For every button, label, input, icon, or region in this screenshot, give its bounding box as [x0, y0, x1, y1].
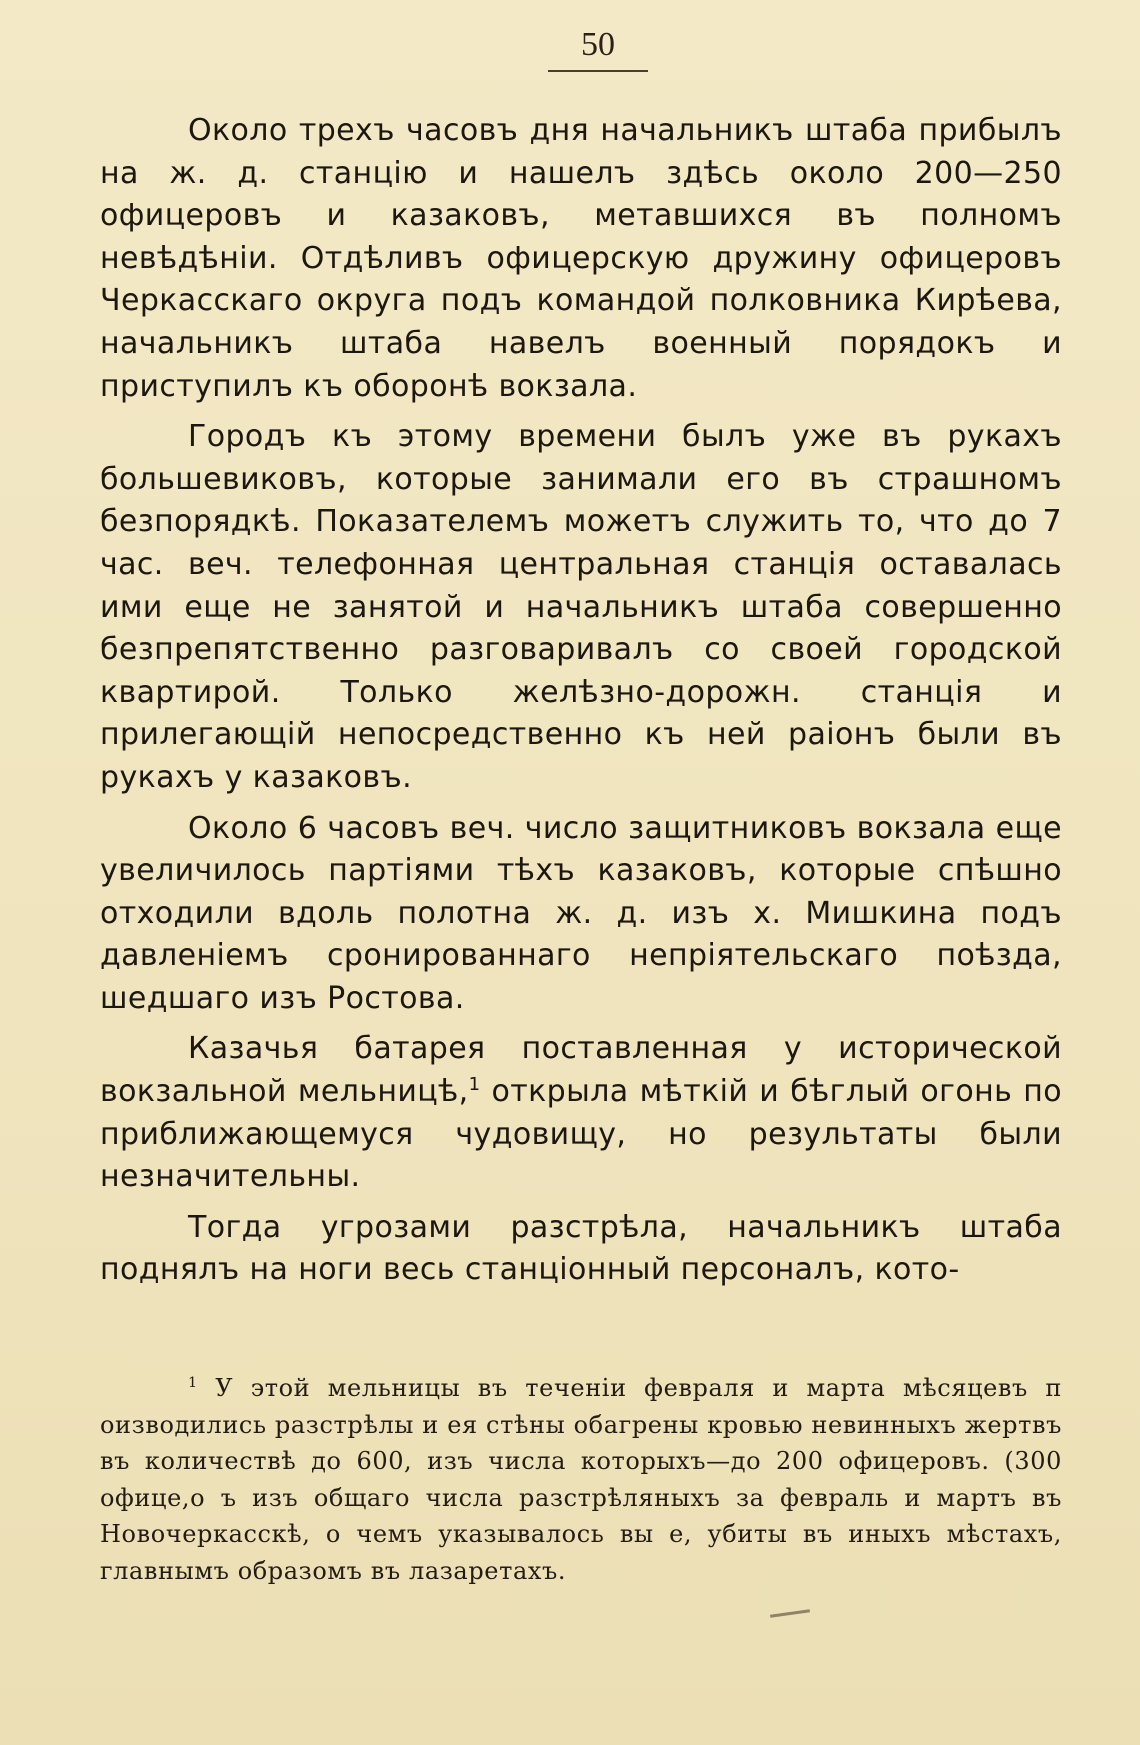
paragraph-1: Около трехъ часовъ дня начальникъ штаба прибылъ на ж. д. станцію и нашелъ здѣсь около 200—250 офицеровъ и казаковъ, метавшихся въ полномъ невѣдѣніи. Отдѣливъ офицерскую дружину офицеровъ Черкасскаго округа подъ командой полковника Кирѣева, начальникъ штаба навелъ военный порядокъ и приступилъ къ оборонѣ вокзала.: [100, 113, 1062, 404]
page-number: 50: [581, 26, 615, 63]
paragraph-3: Около 6 часовъ веч. число защитниковъ вокзала еще увеличилось партіями тѣхъ казаковъ, которые спѣшно отходили вдоль полотна ж. д. изъ х. Мишкина подъ давленіемъ сронированнаго непріятельскаго поѣзда, шедшаго изъ Ростова.: [100, 810, 1062, 1016]
page-number-underline: [548, 70, 648, 72]
paragraph-5: Тогда угрозами разстрѣла, начальникъ штаба поднялъ на ноги весь станціонный персоналъ, кото-: [100, 1209, 1062, 1288]
footnote-reference: 1: [468, 1074, 481, 1096]
footnote: [100, 1370, 1062, 1589]
footnote-marker: 1: [188, 1375, 198, 1391]
paragraph-2: Городъ къ этому времени былъ уже въ рукахъ большевиковъ, которые занимали его въ страшномъ безпорядкѣ. Показателемъ можетъ служить то, что до 7 час. веч. телефонная центральная станція оставалась ими еще не занятой и начальникъ штаба совершенно безпрепятственно разговаривалъ со своей городской квартирой. Только желѣзно-дорожн. станція и прилегающій непосредственно къ ней раіонъ были въ рукахъ у казаковъ.: [100, 419, 1062, 795]
paragraph-4-text-before: Казачья батарея поставленная у исторической вокзальной мельницѣ,: [100, 1031, 1062, 1110]
footnote-text: У этой мельницы въ теченіи февраля и марта мѣсяцевъ п оизводились разстрѣлы и ея стѣны обагрены кровью невинныхъ жертвъ въ количествѣ до 600, изъ числа которыхъ—до 200 офицеровъ. (300 офице,о ъ изъ общаго числа разстрѣляныхъ за февраль и мартъ въ Новочеркасскѣ, о чемъ указывалось вы е, убиты въ иныхъ мѣстахъ, главнымъ образомъ въ лазаретахъ.: [100, 1374, 1062, 1585]
body-text: [100, 110, 1062, 1292]
paragraph-4-text-after: открыла мѣткій и бѣглый огонь по приближающемуся чудовищу, но результаты были незначительны.: [100, 1074, 1062, 1195]
paragraph-4: [100, 1028, 1062, 1198]
ink-mark: [770, 1609, 810, 1618]
